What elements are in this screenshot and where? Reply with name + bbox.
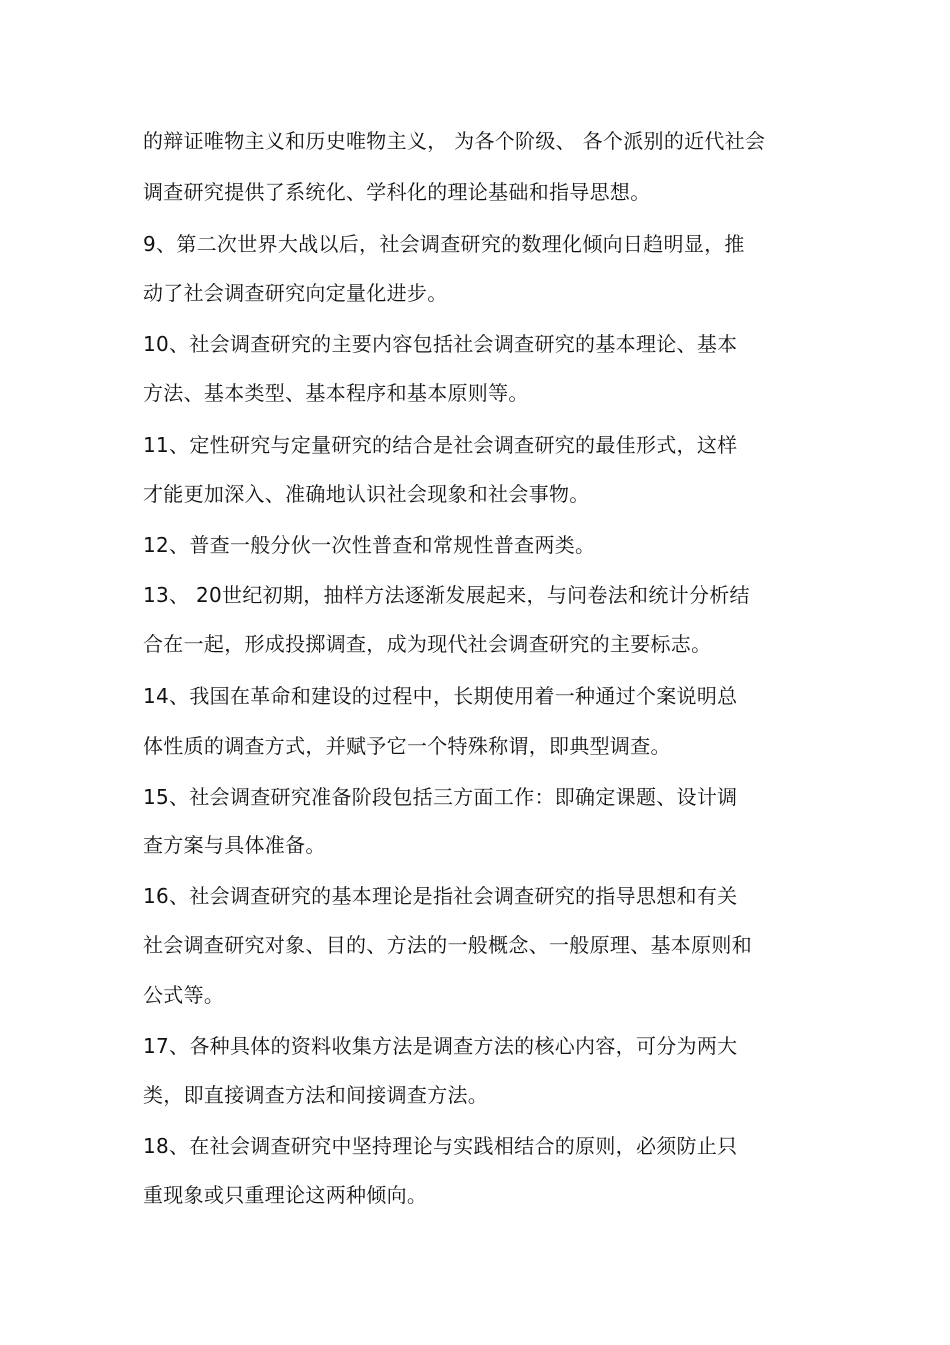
text-line: 13、 20世纪初期，抽样方法逐渐发展起来，与问卷法和统计分析结 — [143, 583, 750, 607]
text-line: 公式等。 — [143, 983, 225, 1007]
text-line: 17、各种具体的资料收集方法是调查方法的核心内容，可分为两大 — [143, 1034, 738, 1058]
text-line: 动了社会调查研究向定量化进步。 — [143, 281, 448, 305]
text-line: 14、我国在革命和建设的过程中，长期使用着一种通过个案说明总 — [143, 684, 738, 708]
text-line: 体性质的调查方式，并赋予它一个特殊称谓，即典型调查。 — [143, 734, 671, 758]
text-line: 15、社会调查研究准备阶段包括三方面工作：即确定课题、设计调 — [143, 785, 738, 809]
text-line: 11、定性研究与定量研究的结合是社会调查研究的最佳形式，这样 — [143, 433, 738, 457]
text-line: 查方案与具体准备。 — [143, 833, 326, 857]
text-line: 的辩证唯物主义和历史唯物主义， 为各个阶级、 各个派别的近代社会 — [143, 129, 766, 153]
text-line: 12、普查一般分伙一次性普查和常规性普查两类。 — [143, 533, 596, 557]
text-line: 合在一起，形成投掷调查，成为现代社会调查研究的主要标志。 — [143, 632, 712, 656]
text-line: 9、第二次世界大战以后，社会调查研究的数理化倾向日趋明显，推 — [143, 232, 745, 256]
text-line: 方法、基本类型、基本程序和基本原则等。 — [143, 381, 529, 405]
text-line: 类，即直接调查方法和间接调查方法。 — [143, 1083, 489, 1107]
text-line: 重现象或只重理论这两种倾向。 — [143, 1183, 428, 1207]
text-line: 16、社会调查研究的基本理论是指社会调查研究的指导思想和有关 — [143, 884, 738, 908]
text-line: 社会调查研究对象、目的、方法的一般概念、一般原理、基本原则和 — [143, 933, 752, 957]
text-line: 18、在社会调查研究中坚持理论与实践相结合的原则，必须防止只 — [143, 1134, 738, 1158]
text-line: 才能更加深入、准确地认识社会现象和社会事物。 — [143, 482, 590, 506]
text-line: 调查研究提供了系统化、学科化的理论基础和指导思想。 — [143, 180, 651, 204]
text-line: 10、社会调查研究的主要内容包括社会调查研究的基本理论、基本 — [143, 332, 738, 356]
